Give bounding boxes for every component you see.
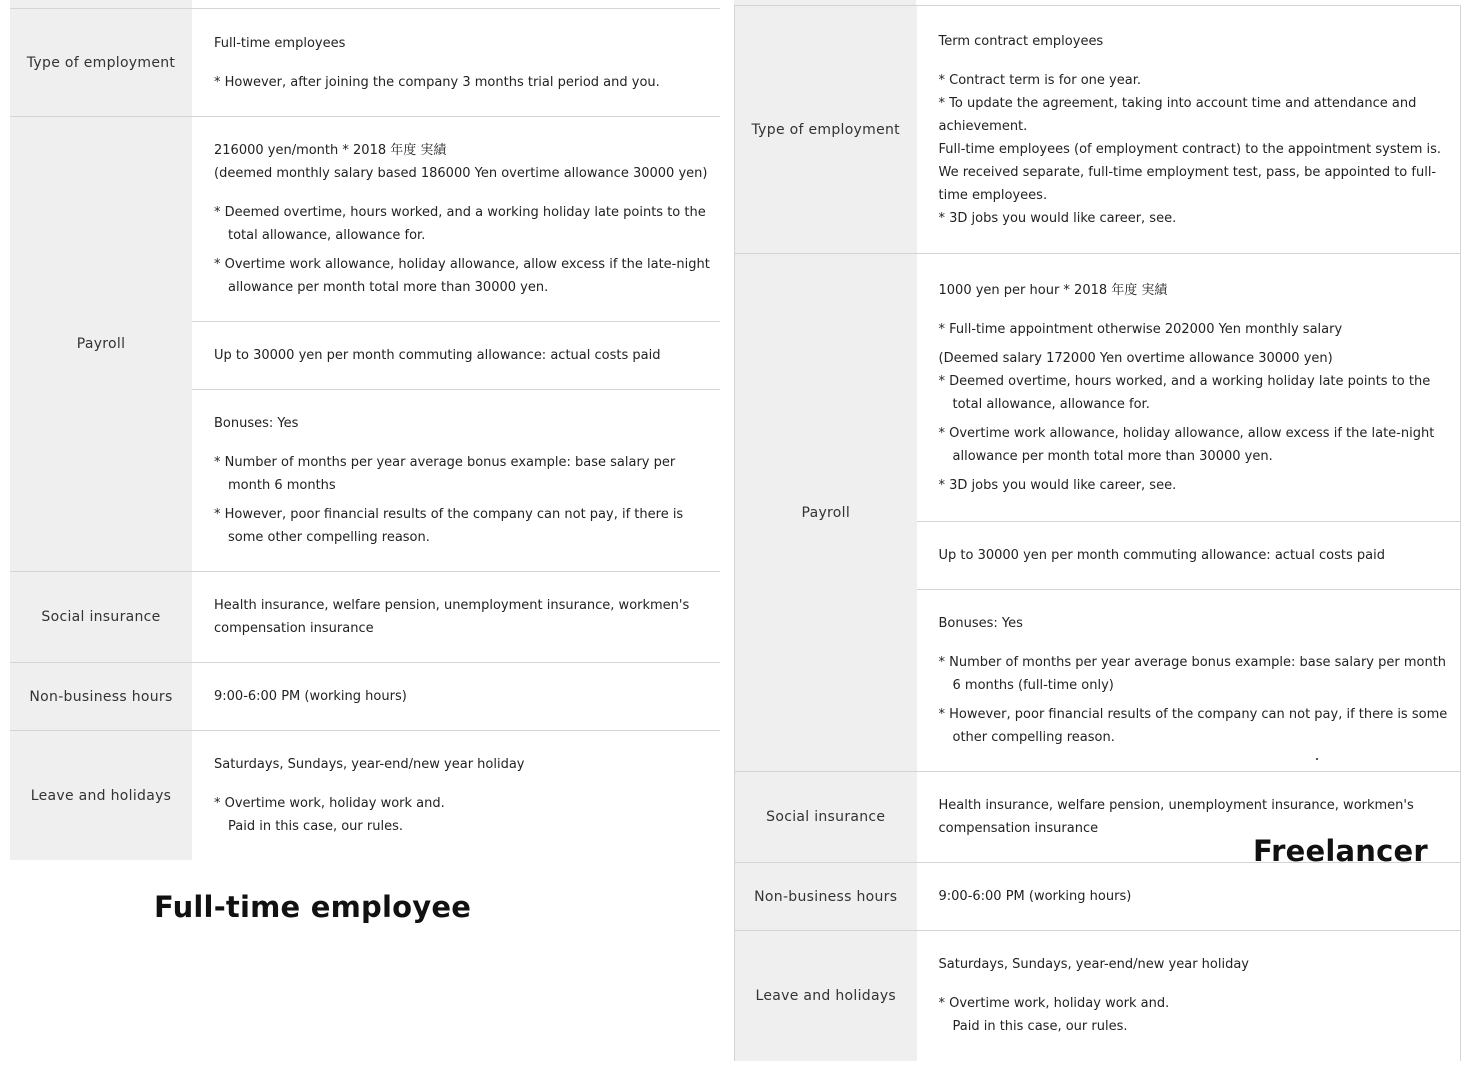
salary-breakdown: (Deemed salary 172000 Yen overtime allowance 30000 yen) (938, 350, 1333, 366)
row-label: Type of employment (10, 9, 192, 117)
salary-text: 1000 yen per hour * 2018 年度 実績 (938, 282, 1168, 298)
employment-type-text: Full-time employees (214, 35, 346, 51)
salary-note: * Overtime work allowance, holiday allowance, allow excess if the late-night allowance per month total more than 30000 yen. (938, 425, 1435, 464)
row-label: Leave and holidays (10, 731, 192, 861)
leave-note: * Overtime work, holiday work and. (938, 996, 1170, 1012)
row-label: Non-business hours (735, 863, 917, 931)
salary-note: * Deemed overtime, hours worked, and a working holiday late points to the total allowance, allowance for. (214, 205, 706, 243)
bonus-note: * However, poor financial results of the company can not pay, if there is some other compelling reason. (938, 707, 1448, 745)
row-label: Social insurance (10, 572, 192, 663)
commute-cell: Up to 30000 yen per month commuting allowance: actual costs paid (917, 522, 1461, 590)
employment-type-cell (917, 6, 1461, 254)
table-row (735, 254, 1461, 522)
leave-note: * Overtime work, holiday work and. (214, 796, 445, 811)
salary-cell (192, 117, 720, 322)
table-row (10, 572, 720, 663)
leave-note: Paid in this case, our rules. (952, 1019, 1128, 1035)
salary-breakdown: (deemed monthly salary based 186000 Yen overtime allowance 30000 yen) (214, 166, 708, 181)
table-row (735, 863, 1461, 931)
bonus-title: Bonuses: Yes (938, 616, 1023, 631)
table-row (735, 931, 1461, 1061)
contract-note: Full-time employees (of employment contract) to the appointment system is. We received separate, full-time employment test, pass, be appointed to full-time employees. (938, 141, 1442, 203)
salary-text: 216000 yen/month * 2018 年度 実績 (214, 143, 447, 158)
row-label: Payroll (735, 254, 917, 772)
bonus-note: * Number of months per year average bonus example: base salary per month 6 months (214, 455, 676, 493)
salary-note: * Overtime work allowance, holiday allowance, allow excess if the late-night allowance per month total more than 30000 yen. (214, 257, 710, 295)
bonus-note: * However, poor financial results of the company can not pay, if there is some other compelling reason. (214, 507, 684, 545)
employment-type-text: Term contract employees (938, 33, 1104, 49)
social-insurance-cell: Health insurance, welfare pension, unemployment insurance, workmen's compensation insurance (917, 772, 1461, 863)
table-row (10, 731, 720, 861)
salary-note: * Deemed overtime, hours worked, and a working holiday late points to the total allowance, allowance for. (938, 373, 1431, 412)
contract-note: * Contract term is for one year. (938, 72, 1141, 88)
fulltime-conditions-table (10, 8, 720, 860)
leave-title: Saturdays, Sundays, year-end/new year holiday (214, 757, 525, 772)
row-label: Type of employment (735, 6, 917, 254)
contract-note: * 3D jobs you would like career, see. (938, 210, 1177, 226)
employment-type-cell (192, 9, 720, 117)
bonus-cell (917, 590, 1461, 772)
trial-period-note: * However, after joining the company 3 months trial period and you. (214, 74, 660, 90)
salary-note: * 3D jobs you would like career, see. (938, 477, 1177, 493)
leave-cell (917, 931, 1461, 1061)
commute-cell: Up to 30000 yen per month commuting allowance: actual costs paid (192, 322, 720, 390)
hours-cell: 9:00-6:00 PM (working hours) (192, 663, 720, 731)
leave-note: Paid in this case, our rules. (228, 819, 403, 834)
table-row (10, 663, 720, 731)
bonus-note: * Number of months per year average bonus example: base salary per month 6 months (full-time only) (938, 655, 1447, 693)
table-row (10, 117, 720, 322)
salary-note: * Full-time appointment otherwise 202000 Yen monthly salary (938, 321, 1343, 337)
row-label: Payroll (10, 117, 192, 572)
stray-dot (1316, 758, 1318, 760)
table-row (735, 6, 1461, 254)
row-label: Leave and holidays (735, 931, 917, 1061)
row-label: Non-business hours (10, 663, 192, 731)
hours-cell: 9:00-6:00 PM (working hours) (917, 863, 1461, 931)
bonus-cell (192, 390, 720, 572)
freelancer-caption: Freelancer (1253, 834, 1428, 868)
bonus-title: Bonuses: Yes (214, 416, 299, 431)
contract-note: * To update the agreement, taking into account time and attendance and achievement. (938, 95, 1417, 134)
leave-cell (192, 731, 720, 861)
freelancer-conditions-table (734, 5, 1461, 1061)
table-row (10, 9, 720, 117)
fulltime-caption: Full-time employee (154, 890, 472, 924)
salary-cell (917, 254, 1461, 522)
left-top-label-stub (10, 0, 192, 8)
row-label: Social insurance (735, 772, 917, 863)
leave-title: Saturdays, Sundays, year-end/new year holiday (938, 957, 1249, 973)
social-insurance-cell: Health insurance, welfare pension, unemployment insurance, workmen's compensation insurance (192, 572, 720, 663)
